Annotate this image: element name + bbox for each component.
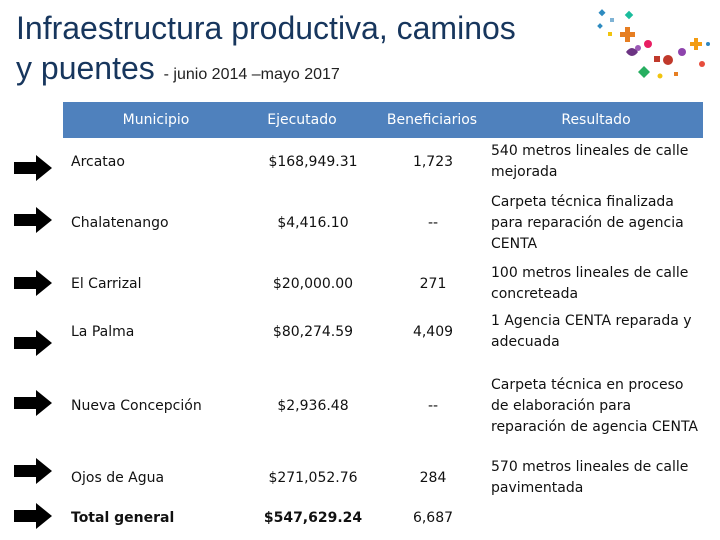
cell-beneficiarios: -- xyxy=(427,214,439,231)
cell-municipio: Total general xyxy=(71,509,175,526)
cell-resultado: 100 metros lineales de calle concreteada xyxy=(491,265,689,302)
cell-ejecutado: $271,052.76 xyxy=(268,469,358,486)
cell-municipio: La Palma xyxy=(71,323,135,340)
title-line-1: Infraestructura productiva, caminos xyxy=(16,10,516,46)
cell-resultado: Carpeta técnica en proceso de elaboración para reparación de agencia CENTA xyxy=(491,376,698,435)
arrow-right-icon xyxy=(14,390,52,416)
cell-ejecutado: $2,936.48 xyxy=(277,397,349,414)
header-municipio: Municipio xyxy=(122,112,190,128)
arrow-right-icon xyxy=(14,503,52,529)
title-line-2 xyxy=(16,48,516,95)
cell-beneficiarios: 284 xyxy=(419,469,447,486)
table-total-row xyxy=(63,504,703,532)
cell-resultado: 1 Agencia CENTA reparada y adecuada xyxy=(491,313,692,350)
header-resultado: Resultado xyxy=(561,112,631,128)
table-row xyxy=(63,188,703,258)
cell-resultado: 570 metros lineales de calle pavimentada xyxy=(491,459,689,496)
header-beneficiarios: Beneficiarios xyxy=(386,112,478,128)
cell-beneficiarios: 1,723 xyxy=(412,153,454,170)
table-row xyxy=(63,454,703,502)
cell-municipio: El Carrizal xyxy=(71,275,142,292)
arrow-right-icon xyxy=(14,207,52,233)
cell-beneficiarios: 6,687 xyxy=(412,509,454,526)
cell-municipio: Arcatao xyxy=(71,153,125,170)
cell-ejecutado: $20,000.00 xyxy=(272,275,354,292)
table-row xyxy=(63,308,703,356)
cell-ejecutado: $547,629.24 xyxy=(263,509,363,526)
title-date-range: - junio 2014 –mayo 2017 xyxy=(163,66,340,83)
title-line-2-main: y puentes xyxy=(16,50,164,86)
decorative-logo-icon xyxy=(590,4,715,84)
slide-title xyxy=(16,8,516,95)
cell-municipio: Nueva Concepción xyxy=(71,397,202,414)
cell-resultado: 540 metros lineales de calle mejorada xyxy=(491,143,689,180)
arrow-right-icon xyxy=(14,330,52,356)
table-row xyxy=(63,260,703,308)
table-header xyxy=(63,102,703,138)
table-row xyxy=(63,360,703,452)
cell-beneficiarios: 271 xyxy=(419,275,447,292)
cell-municipio: Chalatenango xyxy=(71,214,169,231)
cell-ejecutado: $168,949.31 xyxy=(268,153,358,170)
cell-municipio: Ojos de Agua xyxy=(71,469,165,486)
cell-beneficiarios: -- xyxy=(427,397,439,414)
cell-resultado: Carpeta técnica finalizada para reparación de agencia CENTA xyxy=(491,193,684,252)
arrow-right-icon xyxy=(14,458,52,484)
cell-beneficiarios: 4,409 xyxy=(412,323,454,340)
cell-ejecutado: $80,274.59 xyxy=(272,323,354,340)
header-ejecutado: Ejecutado xyxy=(267,112,337,128)
cell-resultado xyxy=(491,504,701,532)
table-row xyxy=(63,138,703,186)
cell-ejecutado: $4,416.10 xyxy=(277,214,349,231)
arrow-right-icon xyxy=(14,270,52,296)
arrow-right-icon xyxy=(14,155,52,181)
